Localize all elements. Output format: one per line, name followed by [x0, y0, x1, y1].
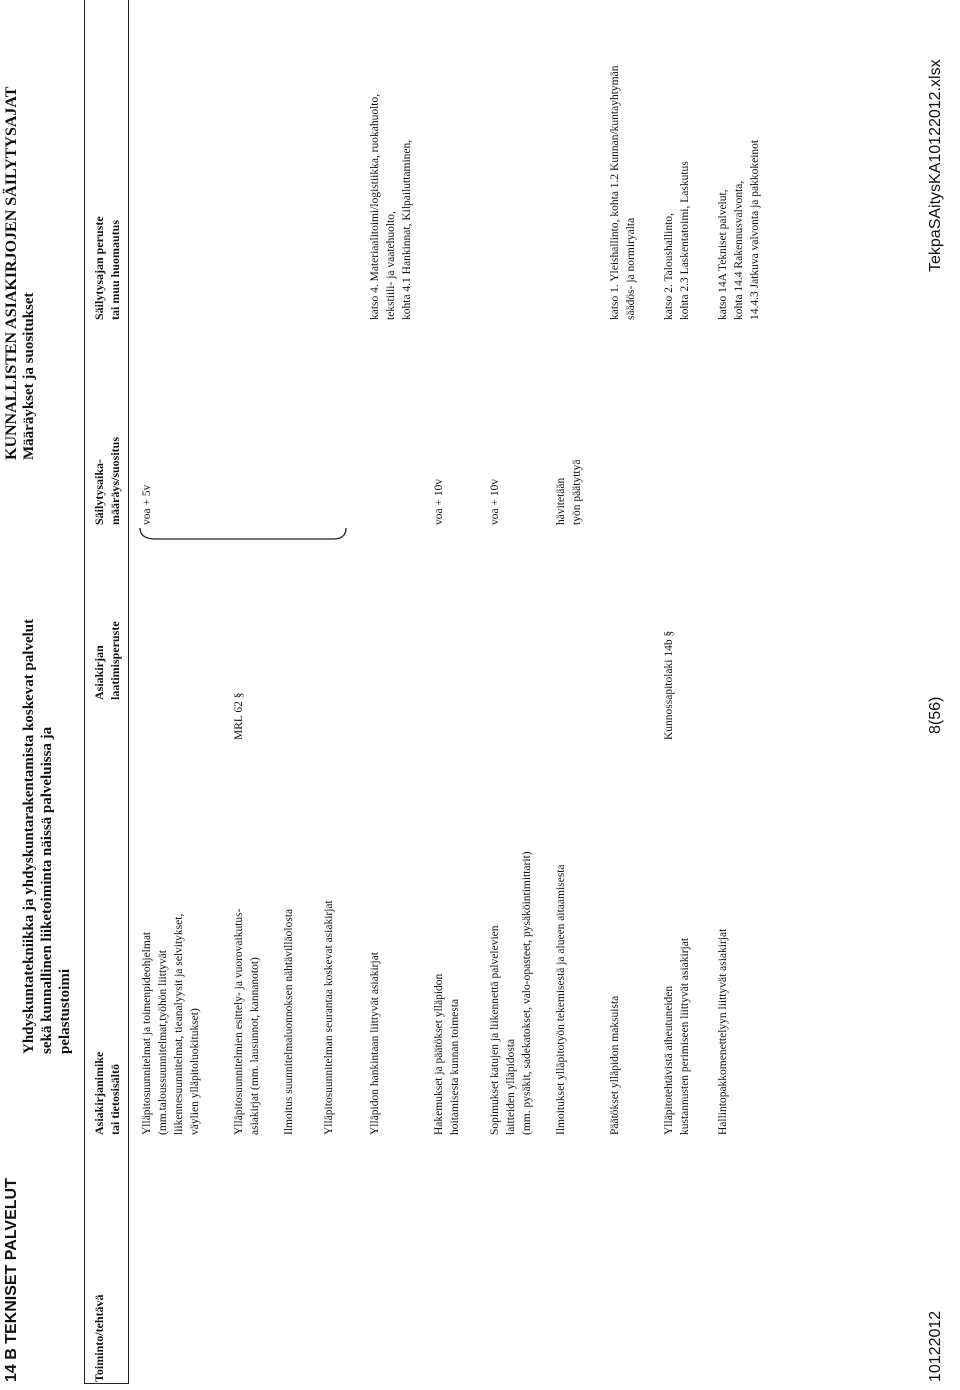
row-10-name-line-1: Ylläpitotehtävistä aiheutuneiden	[663, 985, 675, 1135]
row-11-note-line-2: kohta 14.4 Rakennusvalvonta,	[733, 180, 745, 320]
row-7-retention: voa + 10v	[489, 478, 501, 525]
row-4-name-line-1: Ylläpitosuunnitelman seurantaa koskevat asiakirjat	[323, 900, 335, 1135]
row-11-name-line-1: Hallintopakkomenettelyyn liittyvät asiakirjat	[717, 928, 729, 1135]
row-10-note-line-1: katso 2. Taloushallinto,	[663, 213, 675, 320]
row-11-note-line-3: 14.4.3 Jatkuva valvonta ja pakkokeinot	[749, 139, 761, 320]
column-header-asiakirja-2: tai tietosisältö	[108, 1064, 122, 1135]
row-5-note-line-2: tekstiili- ja vaatehuolto,	[385, 211, 397, 320]
row-8-name-line-1: Ilmoitukset ylläpitotyön tekemisestä ja alueen aitaamisesta	[555, 864, 567, 1135]
section-title: 14 B TEKNISET PALVELUT	[3, 1178, 20, 1382]
row-7-name-line-1: Sopimukset katujen ja liikennettä palvelevien	[489, 925, 501, 1135]
top-border-line	[84, 0, 85, 1384]
row-8-retention-line-1: hävitetään	[555, 477, 567, 525]
row-6-name-line-2: hoitamisesta kunnan toimesta	[449, 998, 461, 1135]
column-header-peruste-2: tai muu huomautus	[108, 219, 122, 320]
row-2-basis: MRL 62 §	[233, 692, 245, 740]
row-7-name-line-3: (mm. pysäkit, sadekatokset, valo-opasteet, pysäköintimittarit)	[521, 851, 533, 1135]
group-bracket	[138, 524, 348, 544]
row-8-retention-line-2: työn päätyttyä	[571, 459, 583, 525]
footer-code: 10122012	[927, 1310, 944, 1382]
row-7-name-line-2: laitteiden ylläpidosta	[505, 1038, 517, 1135]
subtitle-line-2: sekä kunnallinen liiketoiminta näissä palveluissa ja	[39, 726, 55, 1054]
row-1-name-line-4: väylien ylläpitoluokitukset)	[189, 1008, 201, 1135]
row-5-note-line-1: katso 4. Materiaalitoimi/logistiikka, ruokahuolto,	[369, 93, 381, 320]
row-10-note-line-2: kohta 2.3 Laskentatoimi, Laskutus	[679, 161, 691, 320]
header-underline	[128, 0, 129, 1384]
row-9-name-line-1: Päätökset ylläpidon maksuista	[609, 995, 621, 1135]
document-title: KUNNALLISTEN ASIAKIRJOJEN SÄILYTYSAJAT	[3, 86, 20, 460]
row-10-basis: Kunnossapitolaki 14b §	[663, 630, 675, 740]
row-5-name-line-1: Ylläpidon hankintaan liittyvät asiakirjat	[369, 952, 381, 1135]
subtitle-line-1: Yhdyskuntatekniikka ja yhdyskuntarakentamista koskevat palvelut	[21, 618, 37, 1054]
column-header-toiminto: Toiminto/tehtävä	[92, 1294, 106, 1382]
row-1-retention: voa + 5v	[141, 484, 153, 525]
subtitle-line-3: pelastustoimi	[57, 968, 73, 1054]
row-11-note-line-1: katso 14A Tekniset palvelut,	[717, 189, 729, 320]
page-number: 8(56)	[927, 696, 944, 734]
footer-filename: TekpaSAitysKA10122012.xlsx	[927, 59, 944, 272]
row-2-name-line-2: asiakirjat (mm. lausunnot, kannanotot)	[249, 957, 261, 1135]
column-header-sailytysaika-1: Säilytysaika-	[92, 458, 106, 525]
column-header-peruste-1: Säilytysajan peruste	[92, 216, 106, 320]
column-header-sailytysaika-2: määräys/suositus	[108, 436, 122, 525]
row-10-name-line-2: kustannusten perimiseen liittyvät asiakirjat	[679, 937, 691, 1135]
row-1-name-line-2: (mm.taloussuunnitelmat,työhön liittyvät	[157, 950, 169, 1135]
document-subtitle: Määräykset ja suositukset	[21, 292, 37, 460]
row-1-name-line-3: liikennesuunnitelmat, tieanalyysit ja selvitykset,	[173, 913, 185, 1135]
row-5-note-line-3: kohta 4.1 Hankinnat, Kilpailuttaminen,	[401, 139, 413, 320]
row-3-name-line-1: Ilmoitus suunnitelmaluonnoksen nähtävilläolosta	[283, 908, 295, 1135]
row-6-retention: voa + 10v	[433, 478, 445, 525]
row-1-name-line-1: Ylläpitosuunnitelmat ja toimenpideohjelmat	[141, 931, 153, 1135]
column-header-asiakirja-1: Asiakirjanimike	[92, 1051, 106, 1135]
column-header-laatimisperuste-2: laatimisperuste	[108, 621, 122, 700]
left-border-line	[84, 1383, 128, 1384]
column-header-laatimisperuste-1: Asiakirjan	[92, 645, 106, 700]
row-9-note-line-2: säädös- ja normiryalta	[625, 217, 637, 320]
row-9-note-line-1: katso 1. Yleishallinto, kohta 1.2 Kunnan/kuntayhtymän	[609, 65, 621, 320]
row-2-name-line-1: Ylläpitosuunnitelmien esittely- ja vuorovaikutus-	[233, 908, 245, 1135]
row-6-name-line-1: Hakemukset ja päätökset ylläpidon	[433, 973, 445, 1135]
